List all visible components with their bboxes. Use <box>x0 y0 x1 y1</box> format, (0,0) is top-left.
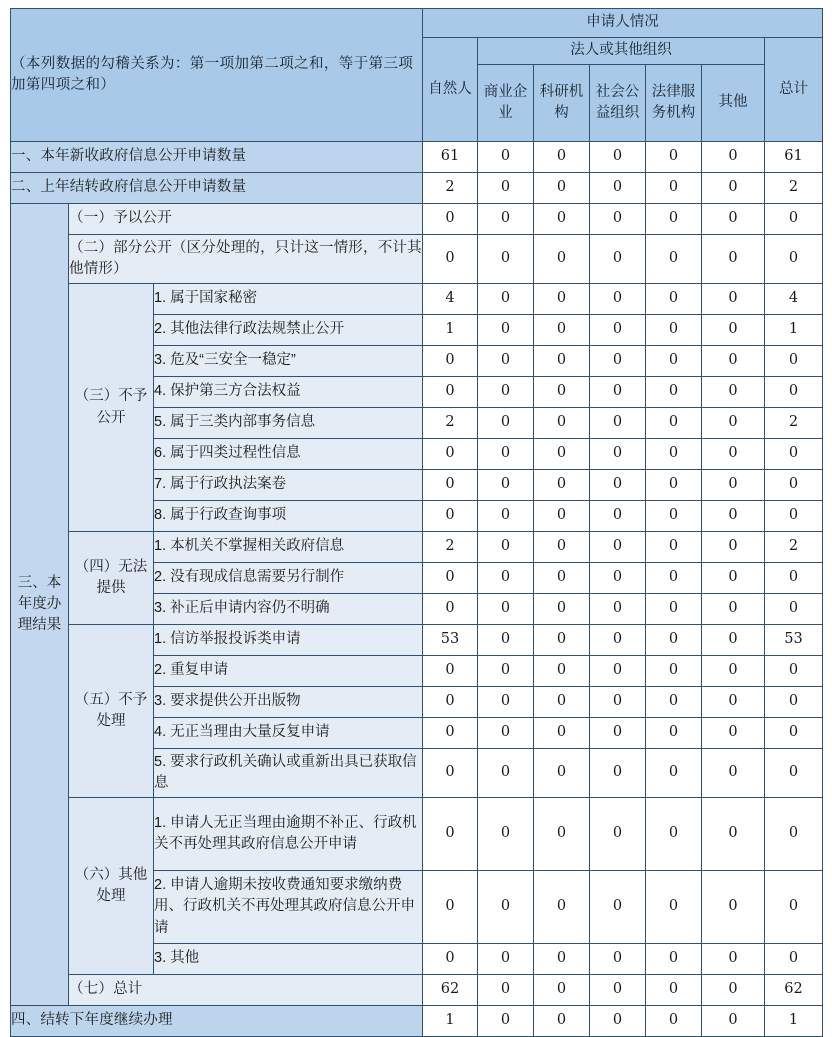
cell-value: 0 <box>534 687 590 718</box>
header-social-welfare-org: 社会公益组织 <box>590 65 646 142</box>
cell-value: 0 <box>590 687 646 718</box>
cell-value: 0 <box>423 563 478 594</box>
group-label-g5: （五）不予处理 <box>69 625 154 798</box>
cell-value: 4 <box>423 284 478 315</box>
table-row <box>11 204 823 235</box>
cell-value: 0 <box>702 173 765 204</box>
table-row <box>11 798 823 871</box>
cell-value: 0 <box>646 315 702 346</box>
cell-value: 0 <box>765 718 823 749</box>
cell-value: 0 <box>646 798 702 871</box>
row-label-level3: 2. 没有现成信息需要另行制作 <box>154 563 423 594</box>
cell-value: 0 <box>765 377 823 408</box>
cell-value: 0 <box>590 470 646 501</box>
cell-value: 0 <box>702 284 765 315</box>
table-row <box>11 975 823 1006</box>
row-label-level3: 1. 信访举报投诉类申请 <box>154 625 423 656</box>
table-row <box>11 142 823 173</box>
cell-value: 0 <box>646 284 702 315</box>
cell-value: 0 <box>646 563 702 594</box>
cell-value: 0 <box>534 625 590 656</box>
cell-value: 0 <box>478 656 534 687</box>
cell-value: 0 <box>702 625 765 656</box>
cell-value: 0 <box>423 749 478 798</box>
row-label-level2: （一）予以公开 <box>69 204 423 235</box>
cell-value: 0 <box>702 408 765 439</box>
cell-value: 0 <box>646 470 702 501</box>
cell-value: 0 <box>423 594 478 625</box>
cell-value: 0 <box>702 718 765 749</box>
table-row <box>11 284 823 315</box>
cell-value: 0 <box>765 944 823 975</box>
cell-value: 0 <box>534 346 590 377</box>
table-row <box>11 235 823 284</box>
cell-value: 0 <box>590 656 646 687</box>
header-natural-person: 自然人 <box>423 38 478 142</box>
row-label-level1: 二、上年结转政府信息公开申请数量 <box>11 173 423 204</box>
cell-value: 0 <box>534 408 590 439</box>
cell-value: 0 <box>478 749 534 798</box>
cell-value: 0 <box>478 563 534 594</box>
cell-value: 0 <box>534 315 590 346</box>
header-row-1 <box>11 9 823 38</box>
cell-value: 0 <box>534 204 590 235</box>
header-research-institution: 科研机构 <box>534 65 590 142</box>
cell-value: 0 <box>423 204 478 235</box>
cell-value: 0 <box>590 798 646 871</box>
row-label-level2: （二）部分公开（区分处理的，只计这一情形，不计其他情形） <box>69 235 423 284</box>
row-label-level3: 3. 危及“三安全一稳定” <box>154 346 423 377</box>
cell-value: 0 <box>590 142 646 173</box>
cell-value: 0 <box>590 173 646 204</box>
cell-value: 0 <box>478 315 534 346</box>
cell-value: 0 <box>702 142 765 173</box>
cell-value: 0 <box>423 470 478 501</box>
cell-value: 0 <box>478 235 534 284</box>
cell-value: 0 <box>646 975 702 1006</box>
cell-value: 0 <box>478 408 534 439</box>
cell-value: 0 <box>765 594 823 625</box>
group-label-g4: （四）无法提供 <box>69 532 154 625</box>
cell-value: 0 <box>534 142 590 173</box>
group-label-g6: （六）其他处理 <box>69 798 154 975</box>
table-row <box>11 173 823 204</box>
cell-value: 53 <box>423 625 478 656</box>
cell-value: 0 <box>702 871 765 944</box>
group-label-g3: （三）不予公开 <box>69 284 154 532</box>
cell-value: 0 <box>646 871 702 944</box>
cell-value: 0 <box>590 718 646 749</box>
cell-value: 1 <box>765 315 823 346</box>
cell-value: 0 <box>702 235 765 284</box>
cell-value: 0 <box>478 718 534 749</box>
note-cell: （本列数据的勾稽关系为：第一项加第二项之和，等于第三项加第四项之和） <box>11 9 423 142</box>
cell-value: 0 <box>534 718 590 749</box>
cell-value: 61 <box>765 142 823 173</box>
cell-value: 0 <box>702 501 765 532</box>
cell-value: 0 <box>534 235 590 284</box>
cell-value: 2 <box>423 173 478 204</box>
row-label-level3: 2. 重复申请 <box>154 656 423 687</box>
cell-value: 0 <box>423 798 478 871</box>
cell-value: 0 <box>423 944 478 975</box>
cell-value: 2 <box>765 408 823 439</box>
cell-value: 53 <box>765 625 823 656</box>
cell-value: 0 <box>534 656 590 687</box>
cell-value: 1 <box>765 1006 823 1037</box>
cell-value: 62 <box>423 975 478 1006</box>
cell-value: 0 <box>646 625 702 656</box>
cell-value: 0 <box>702 798 765 871</box>
cell-value: 62 <box>765 975 823 1006</box>
cell-value: 0 <box>590 975 646 1006</box>
cell-value: 0 <box>534 944 590 975</box>
header-other: 其他 <box>702 65 765 142</box>
cell-value: 0 <box>534 1006 590 1037</box>
cell-value: 0 <box>646 501 702 532</box>
row-label-level3: 8. 属于行政查询事项 <box>154 501 423 532</box>
cell-value: 0 <box>765 687 823 718</box>
cell-value: 0 <box>534 871 590 944</box>
cell-value: 0 <box>590 594 646 625</box>
cell-value: 0 <box>646 346 702 377</box>
row-label-level3: 2. 其他法律行政法规禁止公开 <box>154 315 423 346</box>
cell-value: 2 <box>423 532 478 563</box>
cell-value: 0 <box>702 687 765 718</box>
cell-value: 0 <box>646 656 702 687</box>
cell-value: 0 <box>590 532 646 563</box>
cell-value: 0 <box>590 749 646 798</box>
cell-value: 0 <box>534 377 590 408</box>
cell-value: 0 <box>702 1006 765 1037</box>
row-label-level3: 4. 保护第三方合法权益 <box>154 377 423 408</box>
row-label-level3: 3. 其他 <box>154 944 423 975</box>
cell-value: 61 <box>423 142 478 173</box>
cell-value: 0 <box>478 142 534 173</box>
cell-value: 0 <box>478 204 534 235</box>
table-row <box>11 625 823 656</box>
cell-value: 0 <box>590 377 646 408</box>
cell-value: 0 <box>590 315 646 346</box>
cell-value: 0 <box>590 501 646 532</box>
cell-value: 0 <box>478 594 534 625</box>
row-label-level3: 4. 无正当理由大量反复申请 <box>154 718 423 749</box>
cell-value: 0 <box>423 346 478 377</box>
cell-value: 0 <box>534 470 590 501</box>
cell-value: 0 <box>590 563 646 594</box>
cell-value: 0 <box>423 871 478 944</box>
row-label-level3: 7. 属于行政执法案卷 <box>154 470 423 501</box>
row-label-level3: 6. 属于四类过程性信息 <box>154 439 423 470</box>
cell-value: 0 <box>765 235 823 284</box>
cell-value: 0 <box>423 687 478 718</box>
cell-value: 0 <box>590 204 646 235</box>
cell-value: 0 <box>765 563 823 594</box>
cell-value: 0 <box>646 532 702 563</box>
cell-value: 0 <box>534 284 590 315</box>
cell-value: 1 <box>423 1006 478 1037</box>
row-label-level3: 5. 属于三类内部事务信息 <box>154 408 423 439</box>
cell-value: 0 <box>478 173 534 204</box>
row-label-level3: 1. 属于国家秘密 <box>154 284 423 315</box>
cell-value: 0 <box>702 944 765 975</box>
cell-value: 0 <box>423 501 478 532</box>
cell-value: 0 <box>478 975 534 1006</box>
cell-value: 0 <box>534 439 590 470</box>
cell-value: 0 <box>590 284 646 315</box>
cell-value: 0 <box>646 944 702 975</box>
row-label-level1: 一、本年新收政府信息公开申请数量 <box>11 142 423 173</box>
cell-value: 0 <box>423 235 478 284</box>
header-total: 总计 <box>765 38 823 142</box>
header-legal-or-other-org: 法人或其他组织 <box>478 38 765 65</box>
cell-value: 2 <box>765 173 823 204</box>
cell-value: 0 <box>702 204 765 235</box>
cell-value: 0 <box>765 749 823 798</box>
cell-value: 0 <box>702 470 765 501</box>
cell-value: 0 <box>478 501 534 532</box>
cell-value: 0 <box>646 439 702 470</box>
cell-value: 0 <box>590 871 646 944</box>
row-label-level3: 1. 申请人无正当理由逾期不补正、行政机关不再处理其政府信息公开申请 <box>154 798 423 871</box>
cell-value: 0 <box>702 439 765 470</box>
cell-value: 0 <box>765 204 823 235</box>
cell-value: 0 <box>478 532 534 563</box>
group-label-result-of-year: 三、本年度办理结果 <box>11 204 69 1006</box>
cell-value: 0 <box>646 142 702 173</box>
cell-value: 0 <box>765 656 823 687</box>
cell-value: 0 <box>534 594 590 625</box>
cell-value: 0 <box>765 798 823 871</box>
cell-value: 0 <box>478 284 534 315</box>
cell-value: 0 <box>423 377 478 408</box>
cell-value: 0 <box>478 871 534 944</box>
cell-value: 0 <box>702 377 765 408</box>
cell-value: 0 <box>534 173 590 204</box>
cell-value: 0 <box>646 235 702 284</box>
cell-value: 0 <box>478 798 534 871</box>
cell-value: 2 <box>765 532 823 563</box>
cell-value: 0 <box>590 346 646 377</box>
row-label-level3: 3. 要求提供公开出版物 <box>154 687 423 718</box>
header-commercial-enterprise: 商业企业 <box>478 65 534 142</box>
cell-value: 0 <box>646 718 702 749</box>
cell-value: 0 <box>590 944 646 975</box>
cell-value: 0 <box>646 204 702 235</box>
header-legal-service-org: 法律服务机构 <box>646 65 702 142</box>
cell-value: 0 <box>702 594 765 625</box>
table-row <box>11 532 823 563</box>
cell-value: 0 <box>646 749 702 798</box>
cell-value: 2 <box>423 408 478 439</box>
cell-value: 0 <box>702 532 765 563</box>
cell-value: 0 <box>702 975 765 1006</box>
cell-value: 0 <box>478 687 534 718</box>
cell-value: 0 <box>590 1006 646 1037</box>
cell-value: 0 <box>423 439 478 470</box>
cell-value: 0 <box>478 625 534 656</box>
cell-value: 0 <box>646 594 702 625</box>
cell-value: 0 <box>534 563 590 594</box>
cell-value: 0 <box>646 173 702 204</box>
row-label-level2: （七）总计 <box>69 975 423 1006</box>
cell-value: 0 <box>646 687 702 718</box>
cell-value: 0 <box>702 656 765 687</box>
cell-value: 0 <box>478 944 534 975</box>
cell-value: 0 <box>590 235 646 284</box>
cell-value: 0 <box>534 975 590 1006</box>
cell-value: 0 <box>534 501 590 532</box>
cell-value: 4 <box>765 284 823 315</box>
table-row <box>11 1006 823 1037</box>
cell-value: 0 <box>478 377 534 408</box>
cell-value: 0 <box>702 563 765 594</box>
cell-value: 0 <box>590 625 646 656</box>
row-label-level3: 3. 补正后申请内容仍不明确 <box>154 594 423 625</box>
cell-value: 0 <box>702 346 765 377</box>
cell-value: 0 <box>423 718 478 749</box>
cell-value: 0 <box>534 532 590 563</box>
cell-value: 0 <box>765 470 823 501</box>
cell-value: 0 <box>534 798 590 871</box>
row-label-level1: 四、结转下年度继续办理 <box>11 1006 423 1037</box>
cell-value: 0 <box>765 871 823 944</box>
cell-value: 0 <box>646 408 702 439</box>
cell-value: 0 <box>646 1006 702 1037</box>
cell-value: 0 <box>702 315 765 346</box>
cell-value: 0 <box>534 749 590 798</box>
cell-value: 0 <box>478 470 534 501</box>
cell-value: 0 <box>590 408 646 439</box>
cell-value: 0 <box>646 377 702 408</box>
cell-value: 0 <box>702 749 765 798</box>
government-info-disclosure-table <box>10 8 823 1037</box>
header-applicant-situation: 申请人情况 <box>423 9 823 38</box>
cell-value: 0 <box>765 346 823 377</box>
row-label-level3: 2. 申请人逾期未按收费通知要求缴纳费用、行政机关不再处理其政府信息公开申请 <box>154 871 423 944</box>
cell-value: 0 <box>478 1006 534 1037</box>
cell-value: 0 <box>423 656 478 687</box>
row-label-level3: 1. 本机关不掌握相关政府信息 <box>154 532 423 563</box>
cell-value: 0 <box>765 501 823 532</box>
row-label-level3: 5. 要求行政机关确认或重新出具已获取信息 <box>154 749 423 798</box>
cell-value: 1 <box>423 315 478 346</box>
cell-value: 0 <box>478 439 534 470</box>
cell-value: 0 <box>765 439 823 470</box>
cell-value: 0 <box>590 439 646 470</box>
cell-value: 0 <box>478 346 534 377</box>
